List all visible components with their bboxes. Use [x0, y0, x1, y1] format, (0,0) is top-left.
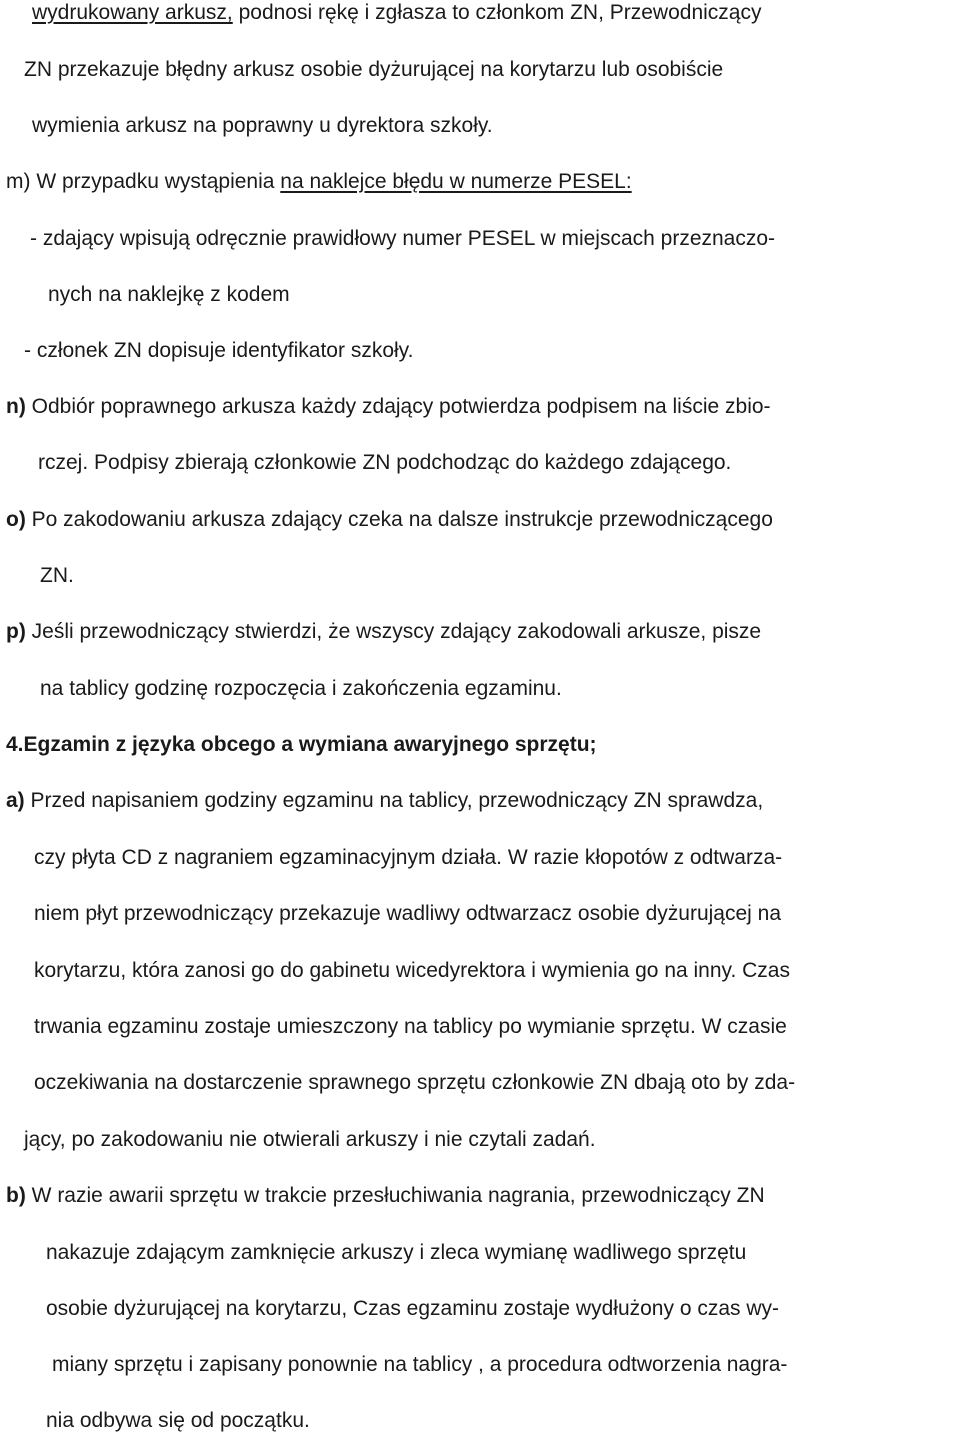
point-p-line-2: na tablicy godzinę rozpoczęcia i zakończenia egzaminu. [40, 677, 562, 700]
section-4-b-line-1: b) W razie awarii sprzętu w trakcie przesłuchiwania nagrania, przewodniczący ZN [6, 1184, 765, 1207]
point-m-marker: m) [6, 170, 31, 193]
point-o-marker: o) [6, 508, 26, 531]
point-o-line-1: o) Po zakodowaniu arkusza zdający czeka na dalsze instrukcje przewodniczącego [6, 508, 773, 531]
section-4-a-marker: a) [6, 789, 25, 812]
section-4-b-line-3: osobie dyżurującej na korytarzu, Czas egzaminu zostaje wydłużony o czas wy- [46, 1297, 780, 1320]
section-4-a-line-7: jący, po zakodowaniu nie otwierali arkuszy i nie czytali zadań. [24, 1128, 596, 1151]
point-m-intro: m) W przypadku wystąpienia na naklejce błędu w numerze PESEL: [6, 170, 632, 193]
section-4-a-line-2: czy płyta CD z nagraniem egzaminacyjnym działa. W razie kłopotów z odtwarza- [34, 846, 783, 869]
section-4-b-line-5: nia odbywa się od początku. [46, 1409, 310, 1432]
point-p-marker: p) [6, 620, 26, 643]
point-m-item-1-line-1: - zdający wpisują odręcznie prawidłowy numer PESEL w miejscach przeznaczo- [30, 227, 776, 250]
section-4-b-line-4: miany sprzętu i zapisany ponownie na tablicy , a procedura odtworzenia nagra- [52, 1353, 788, 1376]
section-4-a-line-6: oczekiwania na dostarczenie sprawnego sprzętu członkowie ZN dbają oto by zda- [34, 1071, 796, 1094]
prev-point-line-1: wydrukowany arkusz, podnosi rękę i zgłasza to członkom ZN, Przewodniczący [32, 1, 762, 24]
prev-point-line-2: ZN przekazuje błędny arkusz osobie dyżurującej na korytarzu lub osobiście [24, 58, 724, 81]
point-m-item-1-line-2: nych na naklejkę z kodem [48, 283, 290, 306]
section-4-b-line-2: nakazuje zdającym zamknięcie arkuszy i zleca wymianę wadliwego sprzętu [46, 1241, 747, 1264]
underlined-phrase: wydrukowany arkusz, [32, 1, 233, 24]
prev-point-line-3: wymienia arkusz na poprawny u dyrektora szkoły. [32, 114, 493, 137]
point-p-line-1: p) Jeśli przewodniczący stwierdzi, że wszyscy zdający zakodowali arkusze, pisze [6, 620, 762, 643]
section-4-a-line-3: niem płyt przewodniczący przekazuje wadliwy odtwarzacz osobie dyżurującej na [34, 902, 782, 925]
section-4-a-line-4: korytarzu, która zanosi go do gabinetu wicedyrektora i wymienia go na inny. Czas [34, 959, 790, 982]
section-4-b-marker: b) [6, 1184, 26, 1207]
point-n-line-1: n) Odbiór poprawnego arkusza każdy zdający potwierdza podpisem na liście zbio- [6, 395, 771, 418]
point-n-marker: n) [6, 395, 26, 418]
point-o-line-2: ZN. [40, 564, 74, 587]
point-m-item-2: - członek ZN dopisuje identyfikator szkoły. [24, 339, 414, 362]
point-n-line-2: rczej. Podpisy zbierają członkowie ZN podchodząc do każdego zdającego. [38, 451, 732, 474]
section-4-heading: 4.Egzamin z języka obcego a wymiana awaryjnego sprzętu; [6, 733, 597, 756]
underlined-phrase: na naklejce błędu w numerze PESEL: [280, 170, 632, 193]
section-4-a-line-1: a) Przed napisaniem godziny egzaminu na tablicy, przewodniczący ZN sprawdza, [6, 789, 764, 812]
section-4-a-line-5: trwania egzaminu zostaje umieszczony na tablicy po wymianie sprzętu. W czasie [34, 1015, 787, 1038]
